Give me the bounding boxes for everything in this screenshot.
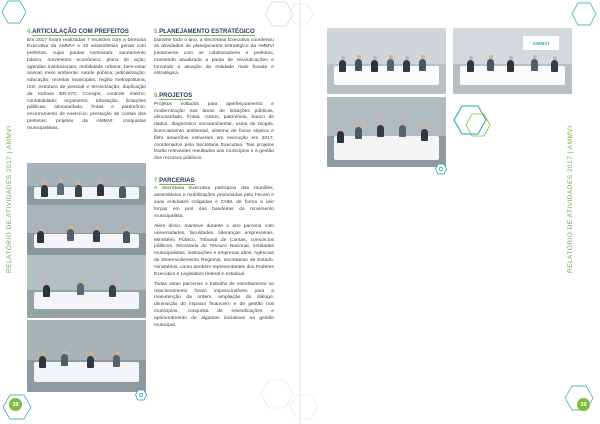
section-4-body: Em 2017 foram realizadas 7 reuniões com a Diretoria Executiva da AMMVI e 10 assembleias gerais com prefeitos, cujas pautas nortearam: saneamento básico; movimento econômico; plano de ação; agendas institucionais; mobilidade urbana; bem-estar animal; meio ambiente; saúde pública; judicialização; educação; receitas municipais; região metropolitana; ISS; estrutura de pessoal e terceirização; duplicação da rodovia BR-470; Consips; controle interno; contabilidade; orçamento; tributação; licitações públicas; almoxarifado, frotas e patrimônio; encerramento de exercício; prestação de contas dos prefeitos; projetos da AMMVI; conquistas municipalistas.: [27, 37, 146, 131]
page-number-right: 39: [577, 398, 590, 411]
section-5-heading: [154, 28, 274, 35]
section-5-title: PLANEJAMENTO ESTRATÉGICO: [159, 28, 255, 35]
section-7-paragraph-3: Todas estas parcerias e trabalho de estreitamento no relacionamento foram imprescindíveis para a manutenção da ordem, ampliação do diálogo, diminuição do impacto financeiro e de gestão nos municípios, conquista de reivindicações e aprimoramento de algumas iniciativas na gestão municipal.: [154, 281, 274, 328]
hexagon-decoration-top-left: [0, 0, 30, 28]
hexagon-decoration-photo-right: [450, 100, 498, 148]
assembly-photo-left: [327, 28, 446, 94]
meeting-photo-1: [27, 163, 146, 205]
section-7-title: PARCERIAS: [159, 176, 195, 184]
section-7-heading: [154, 177, 274, 184]
section-4-title: ARTICULAÇÃO COM PREFEITOS: [32, 28, 129, 35]
section-4-heading: [27, 28, 146, 35]
camera-hexagon-icon: [135, 389, 147, 401]
meeting-photo-4: [27, 320, 146, 392]
hexagon-decoration-top-right: [568, 0, 600, 34]
section-4-number: 4.: [27, 28, 33, 35]
section-4-column: [27, 28, 146, 136]
wall-banner-text: AMMVI: [532, 40, 550, 46]
section-6-heading: [154, 92, 274, 99]
camera-hexagon-icon-right: [435, 163, 447, 175]
meeting-photo-3: [27, 255, 146, 318]
section-6-number: 6.: [154, 92, 160, 100]
section-7-paragraph-1: A Secretaria Executiva participou das reuniões, assembleias e mobilizações promovidas pela Fecam e suas entidades coligadas e CNM, de forma a unir forças em prol das bandeiras do movimento municipalista.: [154, 186, 274, 219]
running-title-left: RELATÓRIO DE ATIVIDADES 2017 | AMMVI: [6, 125, 13, 273]
section-5-number: 5.: [154, 28, 160, 35]
section-6-body: Projetos voltados para aperfeiçoamento e modernização nas áreas de licitações públicas, almoxarifado, frotas, custos, patrimônio, banco de dados, diagnóstico socioambiental, usina de biogás, licenciamento ambiental, sistema de fossa séptica e filtro anaeróbio estiveram em execução em 2017, coordenados pela Secretaria Executiva. Tais projetos trarão relevantes resultados aos municípios e à gestão dos recursos públicos.: [154, 101, 274, 162]
hexagon-decoration-bottom-mid: [255, 350, 335, 424]
assembly-photo-right: [453, 28, 572, 94]
wall-banner: [523, 36, 559, 50]
section-5-body: Durante todo o ano, a Secretaria Executiva coordenou as atividades de planejamento estratégico da AMMVI juntamente com os colaboradores e prefeitos, mantendo atualizada a pauta de reivindicações e tornando a atuação da entidade mais focada e estratégica.: [154, 37, 274, 77]
section-7-number: 7.: [154, 176, 160, 184]
section-7-paragraph-2: Além disso, manteve durante o ano parceria com universidades, faculdades, lideranças empresariais, Ministério Público, Tribunal de Contas, consórcios públicos, Secretaria do Tesouro Nacional, entidades municipalistas, instituições e empresas afins, Agências de Desenvolvimento Regional, secretarias de Estado, ministérios, como também representantes dos Poderes Executivo e Legislativo federal e estadual.: [154, 223, 274, 277]
page-number-left: 38: [9, 398, 22, 411]
meeting-room-photo: [327, 97, 446, 167]
sections-5-7-column: [154, 28, 274, 333]
section-6-title: PROJETOS: [159, 92, 193, 100]
meeting-photo-2: [27, 205, 146, 255]
running-title-right: RELATÓRIO DE ATIVIDADES 2017 | AMMVI: [567, 125, 574, 273]
